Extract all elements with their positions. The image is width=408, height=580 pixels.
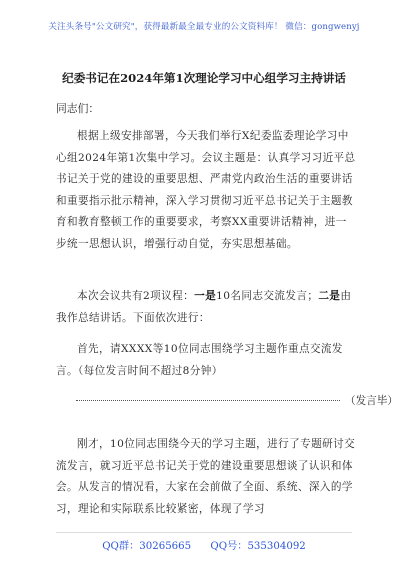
footer-qq-number: QQ号：535304092: [210, 541, 306, 552]
agenda-item-two: 由我作总结讲话。下面依次进行：: [56, 290, 352, 324]
paragraph-summary: 刚才，10位同志围绕今天的学习主题，进行了专题研讨交流发言，就习近平总书记关于党的建设重要思想谈了认识和体会。从发言的情况看，大家在会前做了全面、系统、深入的学习，理论和实际联系比较紧密，体现了学习: [56, 438, 356, 515]
footer-qq-group: QQ群：30265665: [102, 541, 192, 552]
dotted-divider: [76, 400, 340, 401]
greeting: 同志们：: [56, 102, 100, 115]
agenda-marker-one: 一是: [194, 290, 217, 302]
agenda-item-one: 10名同志交流发言；: [216, 290, 319, 302]
footer-divider: [56, 532, 352, 533]
paragraph-agenda: [56, 286, 356, 329]
document-title: 纪委书记在2024年第1次理论学习中心组学习主持讲话: [62, 71, 346, 85]
agenda-intro: 本次会议共有2项议程：: [77, 290, 195, 302]
end-note: （发言毕）: [345, 395, 398, 407]
paragraph-speakers: 首先，请XXXX等10位同志围绕学习主题作重点交流发言。（每位发言时间不超过8分钟）: [56, 343, 343, 377]
footer-contacts: [0, 537, 408, 552]
paragraph-meeting-theme: 根据上级安排部署，今天我们举行X纪委监委理论学习中心组2024年第1次集中学习。会议主题是：认真学习习近平总书记关于党的建设的重要思想、严肃党内政治生活的重要讲话和重要指示批示精神，深入学习贯彻习近平总书记关于主题教育和教育整顿工作的重要要求，考察XX重要讲话精神，进一步统一思想认识，增强行动自觉，夯实思想基础。: [56, 130, 356, 250]
agenda-marker-two: 二是: [318, 290, 341, 302]
header-banner: 关注头条号"公文研究"，获得最新最全最专业的公文资料库！ 微信：gongwenyj: [48, 22, 360, 32]
